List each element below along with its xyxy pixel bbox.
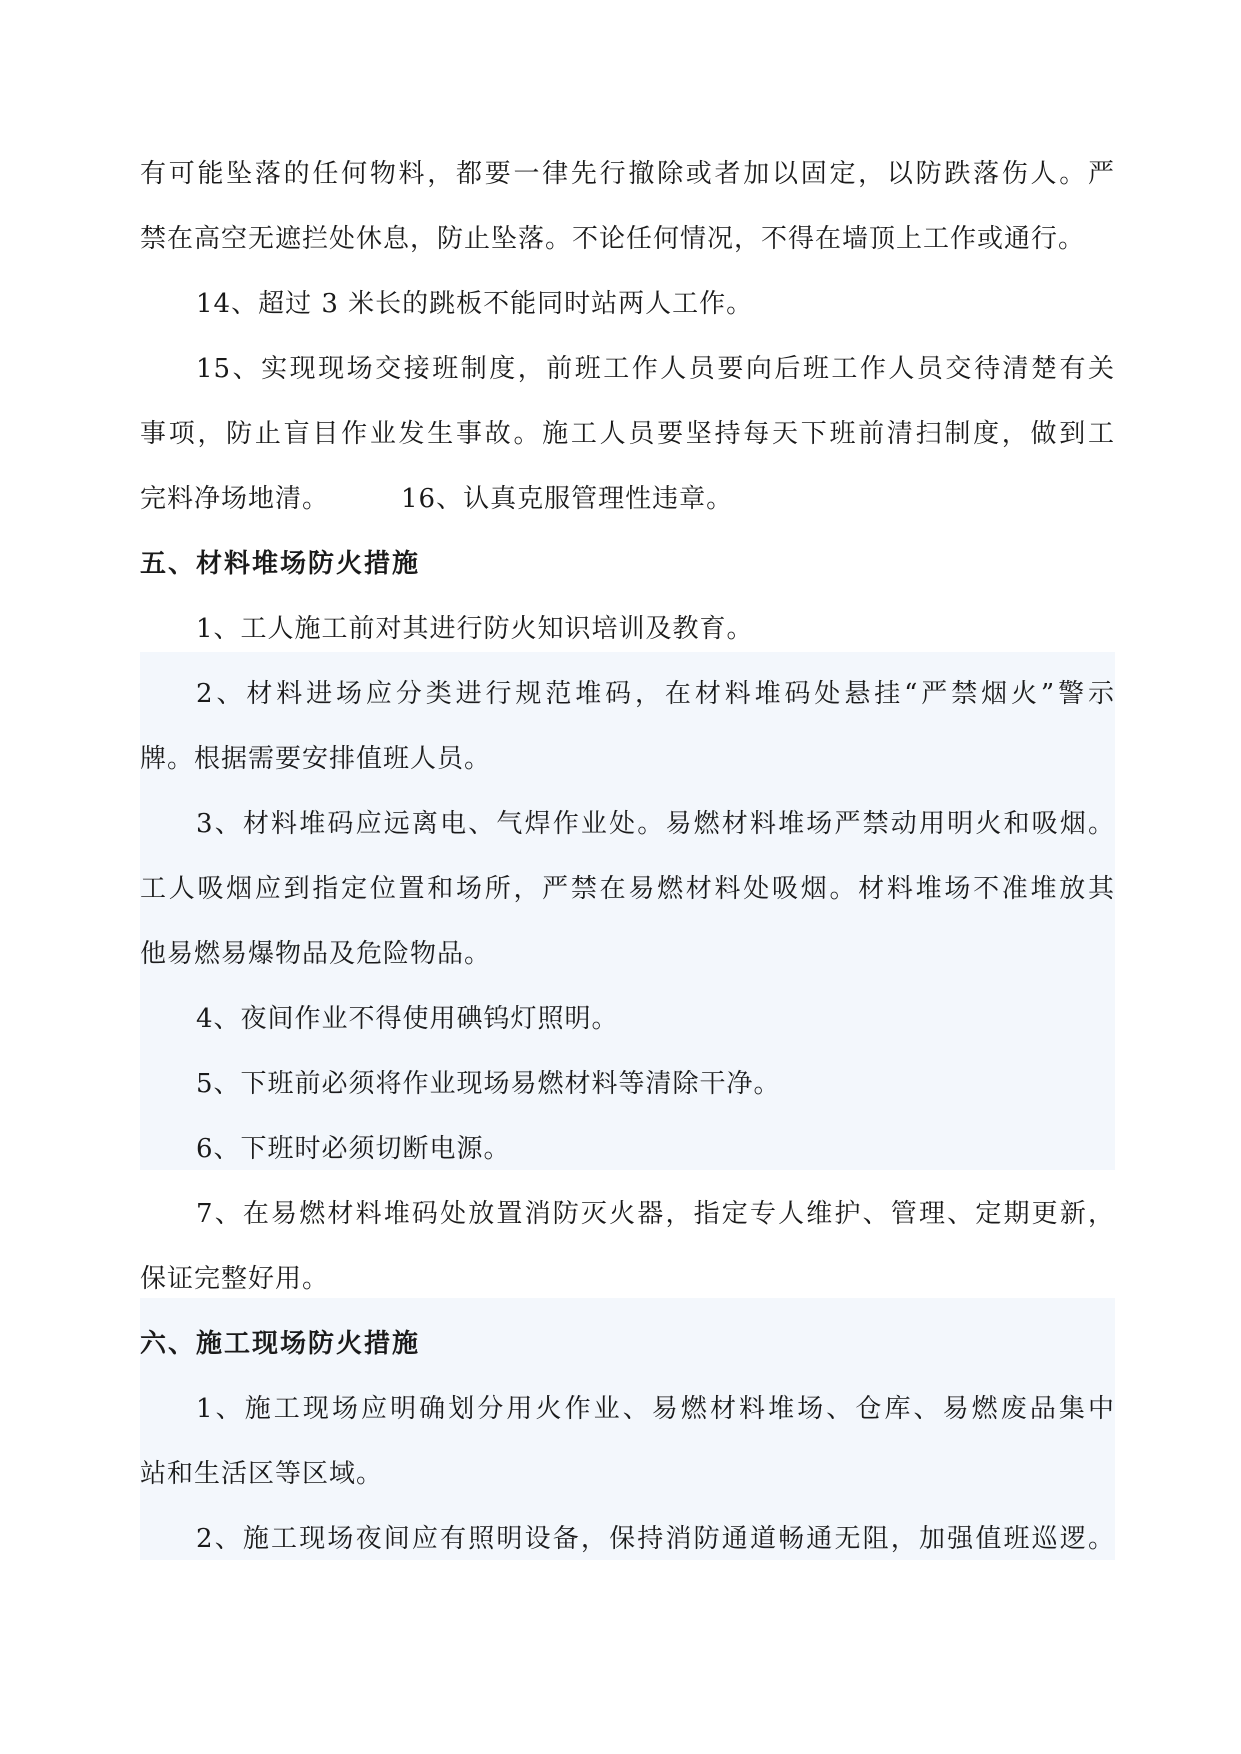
paragraph-line: 有可能坠落的任何物料，都要一律先行撤除或者加以固定，以防跌落伤人。严: [140, 159, 1115, 189]
section-heading-6: 六、施工现场防火措施: [140, 1329, 421, 1359]
paragraph-line: 禁在高空无遮拦处休息，防止坠落。不论任何情况，不得在墙顶上工作或通行。: [140, 224, 1086, 254]
list-item: 1、施工现场应明确划分用火作业、易燃材料堆场、仓库、易燃废品集中: [196, 1394, 1115, 1424]
list-item: 4、夜间作业不得使用碘钨灯照明。: [196, 1004, 619, 1034]
paragraph-line: [140, 479, 1115, 519]
paragraph-line: 事项，防止盲目作业发生事故。施工人员要坚持每天下班前清扫制度，做到工: [140, 419, 1115, 449]
item-15-end: 完料净场地清。: [140, 484, 330, 514]
list-item: 2、材料进场应分类进行规范堆码，在材料堆码处悬挂“严禁烟火”警示: [196, 679, 1115, 709]
list-item-16: 16、认真克服管理性违章。: [401, 484, 734, 514]
list-item: 5、下班前必须将作业现场易燃材料等清除干净。: [196, 1069, 781, 1099]
list-item: 2、施工现场夜间应有照明设备，保持消防通道畅通无阻，加强值班巡逻。: [196, 1524, 1115, 1554]
section-heading-5: 五、材料堆场防火措施: [140, 549, 421, 579]
list-item-14: 14、超过 3 米长的跳板不能同时站两人工作。: [196, 289, 754, 319]
paragraph-line: 保证完整好用。: [140, 1264, 330, 1294]
paragraph-line: 站和生活区等区域。: [140, 1459, 384, 1489]
paragraph-line: 牌。根据需要安排值班人员。: [140, 744, 492, 774]
paragraph-line: 他易燃易爆物品及危险物品。: [140, 939, 492, 969]
list-item-15: 15、实现现场交接班制度，前班工作人员要向后班工作人员交待清楚有关: [196, 354, 1115, 384]
list-item: 6、下班时必须切断电源。: [196, 1134, 511, 1164]
document-page: [140, 0, 1115, 1754]
list-item: 3、材料堆码应远离电、气焊作业处。易燃材料堆场严禁动用明火和吸烟。: [196, 809, 1115, 839]
list-item: 7、在易燃材料堆码处放置消防灭火器，指定专人维护、管理、定期更新，: [196, 1199, 1115, 1229]
paragraph-line: 工人吸烟应到指定位置和场所，严禁在易燃材料处吸烟。材料堆场不准堆放其: [140, 874, 1115, 904]
list-item: 1、工人施工前对其进行防火知识培训及教育。: [196, 614, 754, 644]
